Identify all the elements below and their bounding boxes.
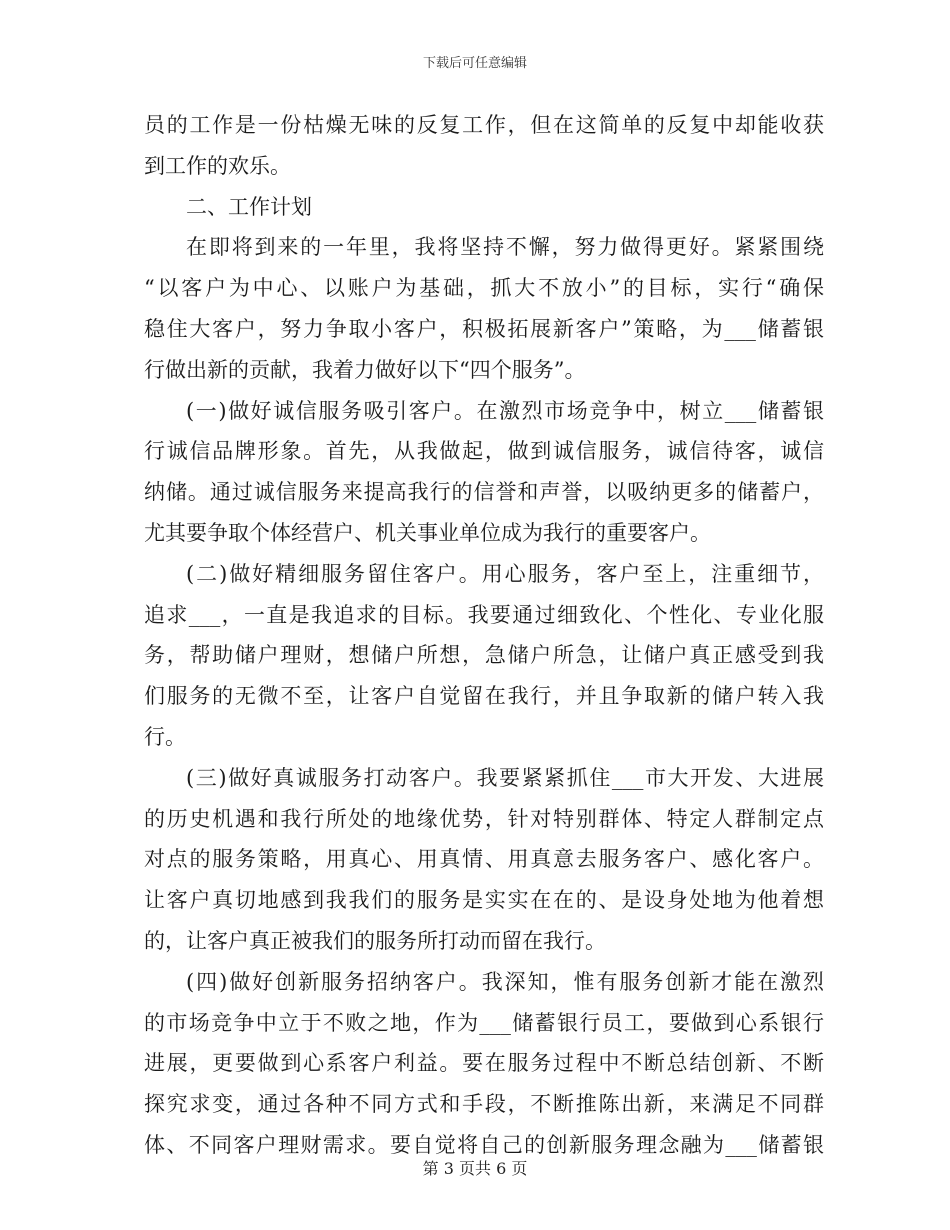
page-footer: 第 3 页共 6 页 [422, 1159, 528, 1178]
text-line: 的市场竞争中立于不败之地，作为___储蓄银行员工，要做到心系银行 [144, 1010, 824, 1035]
text-line: 务，帮助储户理财，想储户所想，急储户所急，让储户真正感受到我 [144, 643, 824, 668]
text-line: (四)做好创新服务招纳客户。我深知，惟有服务创新才能在激烈 [186, 969, 824, 994]
text-line: 纳储。通过诚信服务来提高我行的信誉和声誉，以吸纳更多的储蓄户， [144, 480, 824, 505]
text-line: 行诚信品牌形象。首先，从我做起，做到诚信服务，诚信待客，诚信 [144, 439, 824, 464]
text-line: 体、不同客户理财需求。要自觉将自己的创新服务理念融为___储蓄银 [144, 1132, 824, 1157]
text-line: “以客户为中心、以账户为基础，抓大不放小”的目标，实行“确保 [144, 276, 824, 301]
text-line: 二、工作计划 [186, 194, 312, 219]
document-body [144, 105, 824, 1166]
text-line: 追求___，一直是我追求的目标。我要通过细致化、个性化、专业化服 [144, 602, 824, 627]
text-line: 在即将到来的一年里，我将坚持不懈，努力做得更好。紧紧围绕 [186, 235, 824, 260]
text-line: 行做出新的贡献，我着力做好以下“四个服务”。 [144, 357, 586, 382]
text-line: 员的工作是一份枯燥无味的反复工作，但在这简单的反复中却能收获 [144, 113, 824, 137]
text-line: 让客户真切地感到我我们的服务是实实在在的、是设身处地为他着想 [144, 888, 824, 913]
text-line: 探究求变，通过各种不同方式和手段，不断推陈出新，来满足不同群 [144, 1092, 824, 1117]
text-line: 的历史机遇和我行所处的地缘优势，针对特别群体、特定人群制定点 [144, 806, 824, 831]
text-line: 进展，更要做到心系客户利益。要在服务过程中不断总结创新、不断 [144, 1051, 824, 1076]
text-line: (二)做好精细服务留住客户。用心服务，客户至上，注重细节， [186, 561, 824, 586]
text-line: 行。 [144, 724, 186, 749]
text-line: 尤其要争取个体经营户、机关事业单位成为我行的重要客户。 [144, 520, 711, 545]
text-line: 稳住大客户，努力争取小客户，积极拓展新客户”策略，为___储蓄银 [144, 316, 824, 341]
text-line: 的，让客户真正被我们的服务所打动而留在我行。 [144, 928, 606, 953]
page-header: 下载后可任意编辑 [422, 56, 527, 71]
text-line: (一)做好诚信服务吸引客户。在激烈市场竞争中，树立___储蓄银 [186, 398, 824, 423]
text-line: 对点的服务策略，用真心、用真情、用真意去服务客户、感化客户。 [144, 847, 824, 872]
text-line: (三)做好真诚服务打动客户。我要紧紧抓住___市大开发、大进展 [186, 765, 824, 790]
text-line: 们服务的无微不至，让客户自觉留在我行，并且争取新的储户转入我 [144, 684, 824, 709]
text-line: 到工作的欢乐。 [144, 153, 291, 178]
